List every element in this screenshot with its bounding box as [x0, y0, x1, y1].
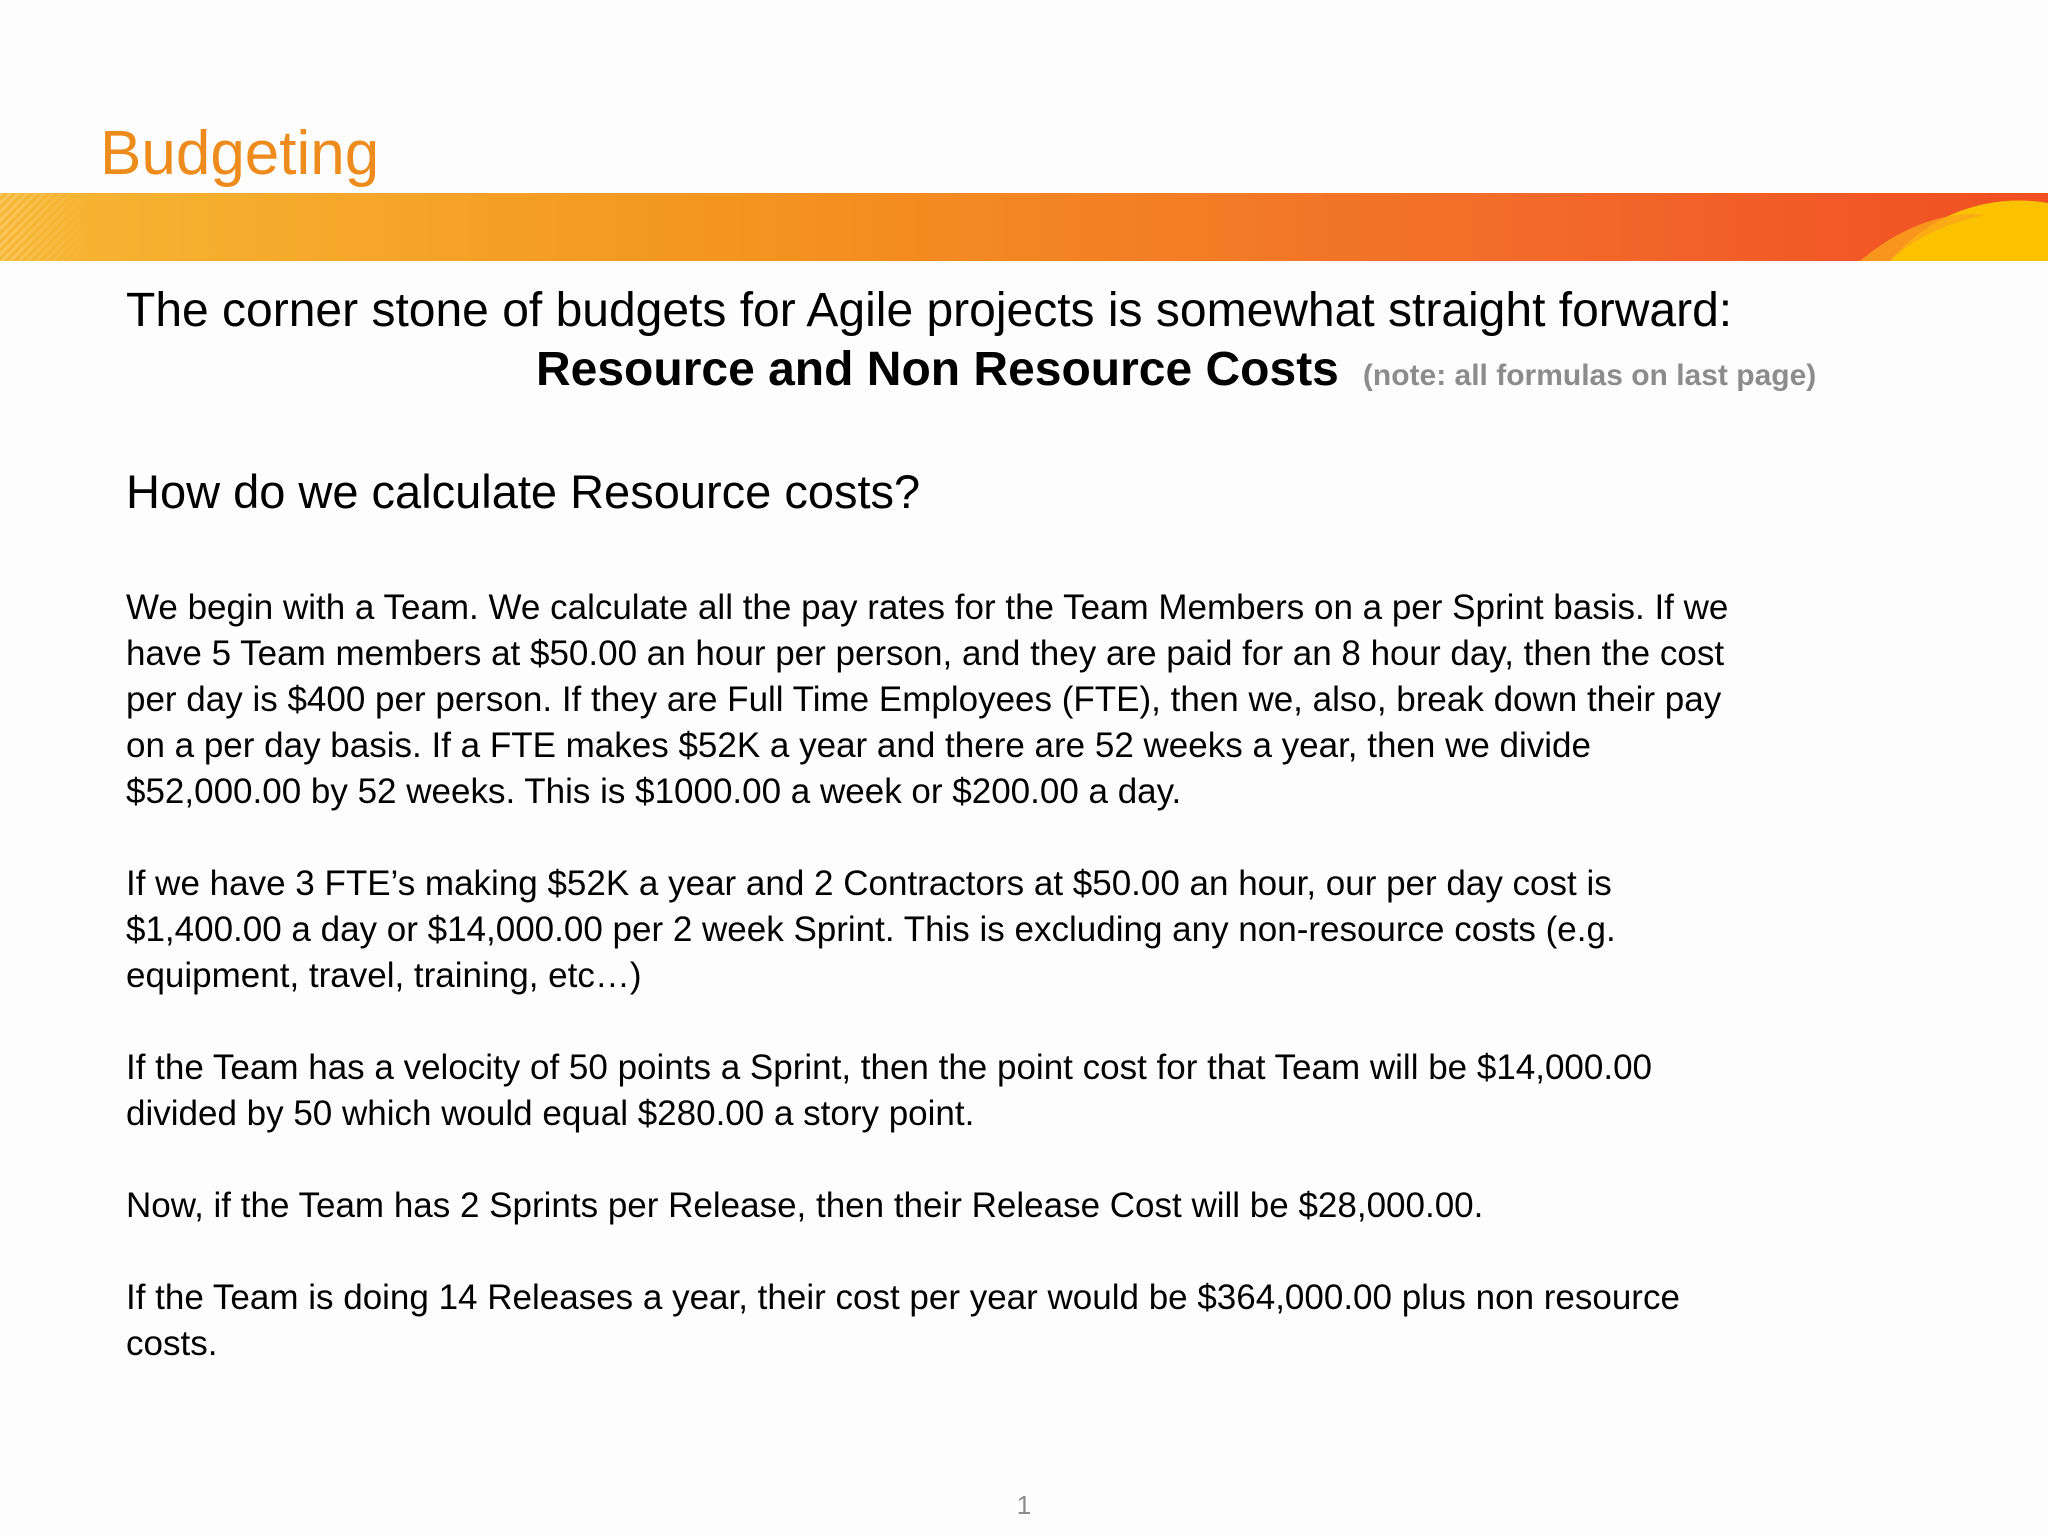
- paragraph-daily-cost: [126, 861, 1926, 999]
- subhead: [536, 342, 1816, 398]
- paragraph-line: costs.: [126, 1324, 218, 1363]
- paragraph-line: Now, if the Team has 2 Sprints per Release, then their Release Cost will be $28,000.00.: [126, 1186, 1484, 1225]
- slide-title: Budgeting: [100, 119, 380, 188]
- paragraph-release-cost: [126, 1183, 1926, 1229]
- paragraph-line: We begin with a Team. We calculate all the pay rates for the Team Members on a per Sprint basis. If we: [126, 588, 1729, 627]
- subhead-note: (note: all formulas on last page): [1362, 359, 1817, 392]
- paragraph-line: If we have 3 FTE’s making $52K a year and 2 Contractors at $50.00 an hour, our per day cost is: [126, 864, 1612, 903]
- orange-banner: [0, 193, 2048, 261]
- paragraph-team-rates: [126, 585, 1926, 815]
- page-number: 1: [1016, 1490, 1032, 1520]
- paragraph-line: If the Team is doing 14 Releases a year, their cost per year would be $364,000.00 plus non resource: [126, 1278, 1680, 1317]
- paragraph-point-cost: [126, 1045, 1926, 1137]
- subhead-title: Resource and Non Resource Costs: [536, 343, 1339, 396]
- paragraph-line: have 5 Team members at $50.00 an hour per person, and they are paid for an 8 hour day, then the cost: [126, 634, 1725, 673]
- paragraph-line: If the Team has a velocity of 50 points a Sprint, then the point cost for that Team will be $14,000.00: [126, 1048, 1653, 1087]
- paragraph-yearly-cost: [126, 1275, 1926, 1367]
- paragraph-line: per day is $400 per person. If they are Full Time Employees (FTE), then we, also, break down their pay: [126, 680, 1722, 719]
- paragraph-line: $52,000.00 by 52 weeks. This is $1000.00 a week or $200.00 a day.: [126, 772, 1182, 811]
- question-heading: How do we calculate Resource costs?: [126, 465, 921, 518]
- paragraph-line: $1,400.00 a day or $14,000.00 per 2 week Sprint. This is excluding any non-resource costs (e.g.: [126, 910, 1616, 949]
- paragraph-line: on a per day basis. If a FTE makes $52K a year and there are 52 weeks a year, then we divide: [126, 726, 1591, 765]
- intro-text: The corner stone of budgets for Agile projects is somewhat straight forward:: [126, 284, 1733, 337]
- paragraph-line: equipment, travel, training, etc…): [126, 956, 642, 995]
- paragraph-line: divided by 50 which would equal $280.00 a story point.: [126, 1094, 975, 1133]
